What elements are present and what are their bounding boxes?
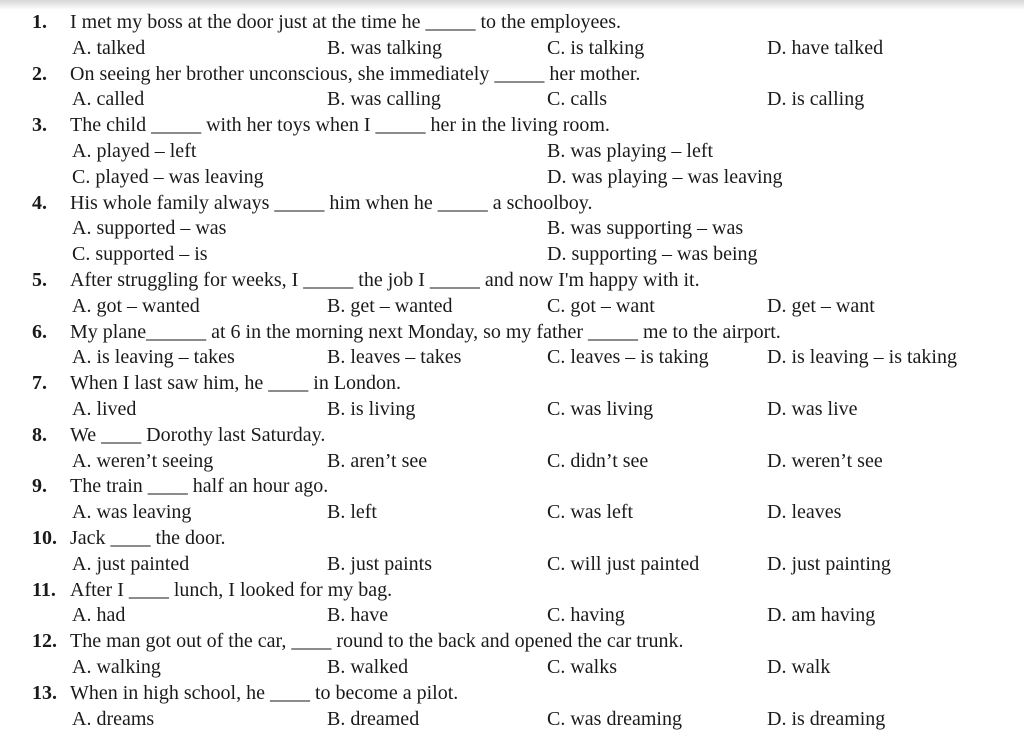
question-number: 11. [32, 578, 56, 601]
option-b: B. was supporting – was [547, 217, 744, 240]
question-number: 10. [32, 526, 57, 549]
option-b: B. dreamed [327, 707, 420, 730]
option-a: A. weren’t seeing [72, 449, 214, 472]
question-text: After I ____ lunch, I looked for my bag. [70, 578, 393, 601]
options-row [0, 165, 1024, 191]
option-b: B. walked [327, 655, 409, 678]
option-a: A. walking [72, 655, 161, 678]
options-row [0, 87, 1024, 113]
question-1 [0, 10, 1024, 62]
option-a: A. lived [72, 397, 137, 420]
option-c: C. supported – is [72, 243, 208, 266]
options-row [0, 603, 1024, 629]
question-number: 6. [32, 320, 47, 343]
options-row [0, 707, 1024, 733]
question-number: 13. [32, 681, 57, 704]
question-6 [0, 320, 1024, 372]
option-a: A. just painted [72, 552, 190, 575]
option-d: D. supporting – was being [547, 243, 758, 266]
question-12 [0, 629, 1024, 681]
question-text: We ____ Dorothy last Saturday. [70, 423, 326, 446]
options-row [0, 552, 1024, 578]
question-number: 4. [32, 191, 47, 214]
question-2 [0, 62, 1024, 114]
option-a: A. is leaving – takes [72, 346, 235, 369]
question-text: When in high school, he ____ to become a pilot. [70, 681, 459, 704]
exercise-sheet [0, 10, 1024, 732]
option-d: D. walk [767, 655, 831, 678]
question-stem [0, 578, 1024, 604]
option-b: B. aren’t see [327, 449, 428, 472]
top-shadow [0, 0, 1024, 10]
question-8 [0, 423, 1024, 475]
option-c: C. was dreaming [547, 707, 682, 730]
option-c: C. was left [547, 501, 634, 524]
option-c: C. didn’t see [547, 449, 649, 472]
question-11 [0, 578, 1024, 630]
question-text: Jack ____ the door. [70, 526, 226, 549]
option-d: D. leaves [767, 501, 842, 524]
option-d: D. is dreaming [767, 707, 886, 730]
option-c: C. having [547, 604, 625, 627]
option-c: C. will just painted [547, 552, 700, 575]
option-d: D. was playing – was leaving [547, 165, 783, 188]
question-10 [0, 526, 1024, 578]
question-stem [0, 423, 1024, 449]
option-a: A. got – wanted [72, 294, 200, 317]
options-row [0, 500, 1024, 526]
option-a: A. talked [72, 36, 146, 59]
option-d: D. get – want [767, 294, 875, 317]
option-d: D. weren’t see [767, 449, 883, 472]
option-c: C. leaves – is taking [547, 346, 709, 369]
options-row [0, 655, 1024, 681]
question-stem [0, 681, 1024, 707]
option-b: B. left [327, 501, 377, 524]
question-stem [0, 191, 1024, 217]
question-text: On seeing her brother unconscious, she immediately _____ her mother. [70, 62, 641, 85]
option-d: D. was live [767, 397, 858, 420]
question-text: After struggling for weeks, I _____ the job I _____ and now I'm happy with it. [70, 268, 700, 291]
option-d: D. have talked [767, 36, 884, 59]
question-text: His whole family always _____ him when he _____ a schoolboy. [70, 191, 593, 214]
question-text: The train ____ half an hour ago. [70, 475, 329, 498]
option-d: D. am having [767, 604, 876, 627]
option-b: B. get – wanted [327, 294, 453, 317]
question-stem [0, 320, 1024, 346]
option-b: B. have [327, 604, 389, 627]
options-row [0, 449, 1024, 475]
question-5 [0, 268, 1024, 320]
question-number: 8. [32, 423, 47, 446]
option-c: C. played – was leaving [72, 165, 264, 188]
question-stem [0, 10, 1024, 36]
option-b: B. was talking [327, 36, 442, 59]
question-text: I met my boss at the door just at the time he _____ to the employees. [70, 11, 622, 33]
option-c: C. walks [547, 655, 617, 678]
question-stem [0, 371, 1024, 397]
option-c: C. got – want [547, 294, 655, 317]
option-b: B. was calling [327, 88, 441, 111]
question-number: 2. [32, 62, 47, 85]
option-a: A. was leaving [72, 501, 192, 524]
options-row [0, 242, 1024, 268]
option-c: C. is talking [547, 36, 645, 59]
question-stem [0, 629, 1024, 655]
question-4 [0, 191, 1024, 268]
question-number: 9. [32, 475, 47, 498]
question-number: 7. [32, 372, 47, 395]
option-d: D. is leaving – is taking [767, 346, 957, 369]
option-a: A. played – left [72, 139, 197, 162]
question-number: 5. [32, 268, 47, 291]
options-row [0, 397, 1024, 423]
option-a: A. called [72, 88, 145, 111]
option-c: C. calls [547, 88, 607, 111]
options-row [0, 139, 1024, 165]
question-text: The man got out of the car, ____ round to the back and opened the car trunk. [70, 630, 684, 653]
option-b: B. just paints [327, 552, 433, 575]
question-3 [0, 113, 1024, 190]
question-number: 1. [32, 11, 47, 33]
question-13 [0, 681, 1024, 733]
option-a: A. dreams [72, 707, 155, 730]
option-a: A. supported – was [72, 217, 227, 240]
options-row [0, 36, 1024, 62]
question-9 [0, 474, 1024, 526]
option-c: C. was living [547, 397, 654, 420]
question-text: The child _____ with her toys when I _____ her in the living room. [70, 114, 610, 137]
question-7 [0, 371, 1024, 423]
question-number: 12. [32, 630, 57, 653]
option-b: B. leaves – takes [327, 346, 462, 369]
option-a: A. had [72, 604, 126, 627]
question-stem [0, 113, 1024, 139]
question-stem [0, 268, 1024, 294]
option-d: D. just painting [767, 552, 891, 575]
question-stem [0, 62, 1024, 88]
question-stem [0, 526, 1024, 552]
option-b: B. was playing – left [547, 139, 714, 162]
question-stem [0, 474, 1024, 500]
options-row [0, 345, 1024, 371]
question-text: When I last saw him, he ____ in London. [70, 372, 402, 395]
options-row [0, 216, 1024, 242]
options-row [0, 294, 1024, 320]
question-number: 3. [32, 114, 47, 137]
option-d: D. is calling [767, 88, 865, 111]
question-text: My plane______ at 6 in the morning next Monday, so my father _____ me to the airport. [70, 320, 781, 343]
option-b: B. is living [327, 397, 416, 420]
